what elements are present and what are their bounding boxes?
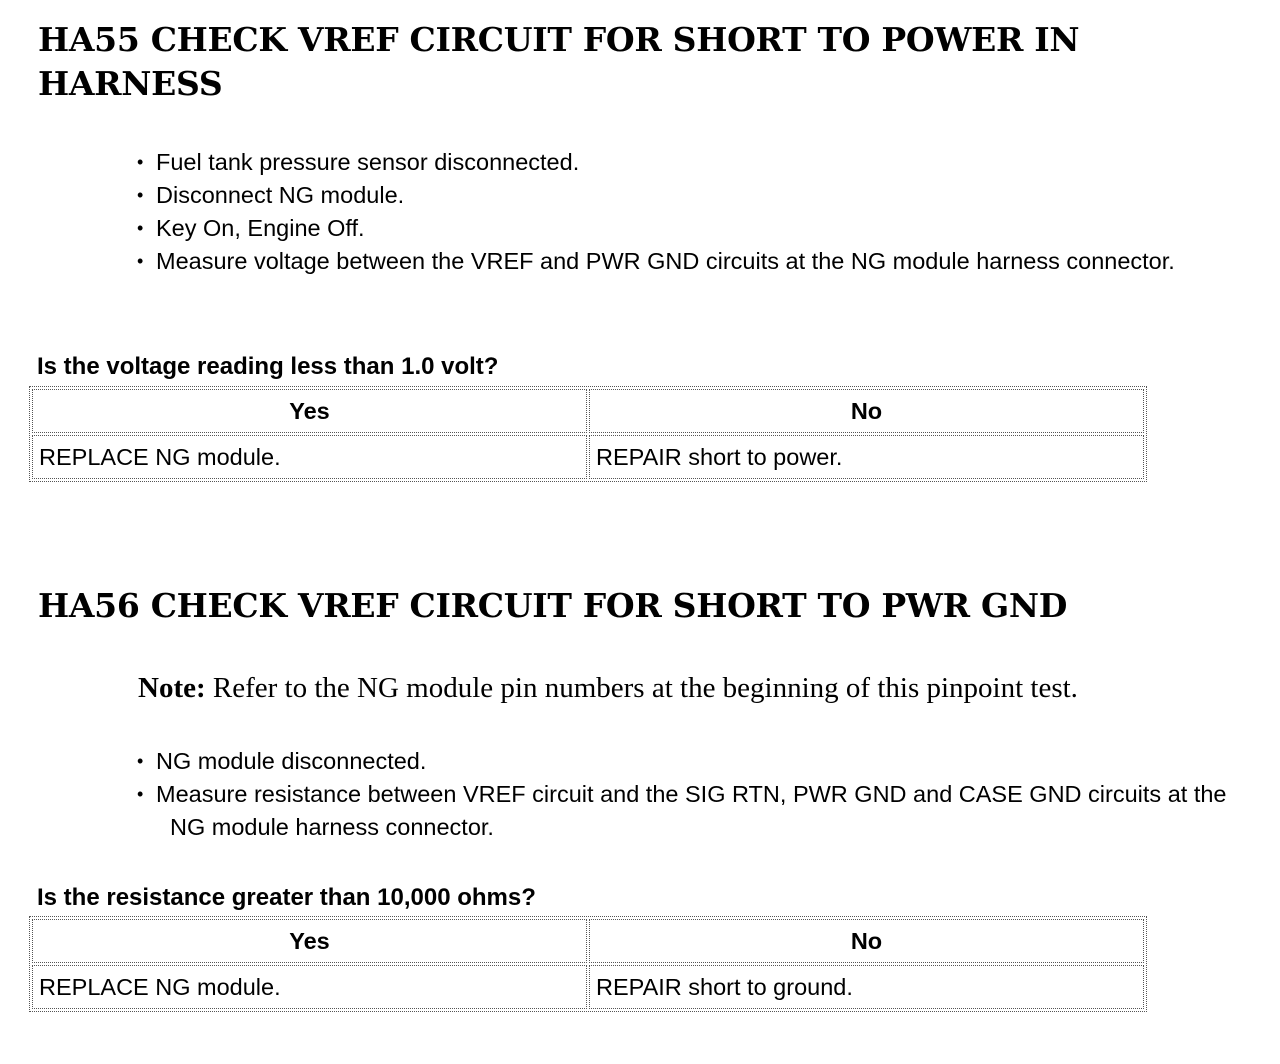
step-text: Disconnect NG module.	[156, 182, 405, 208]
no-header: No	[589, 919, 1144, 963]
section-1-steps	[118, 146, 1238, 278]
note-text: Refer to the NG module pin numbers at the beginning of this pinpoint test.	[205, 672, 1078, 704]
step-item	[137, 778, 1258, 844]
table-row	[32, 435, 1144, 479]
no-action: REPAIR short to power.	[589, 435, 1144, 479]
bullet-icon: •	[137, 218, 144, 238]
yes-action: REPLACE NG module.	[32, 435, 587, 479]
bullet-icon: •	[137, 751, 144, 771]
table-row	[32, 965, 1144, 1009]
step-item	[137, 146, 1238, 179]
step-item	[137, 745, 1258, 778]
section-2-note	[138, 668, 1078, 708]
step-text: Key On, Engine Off.	[156, 215, 365, 241]
table-header-row	[32, 919, 1144, 963]
section-1-question: Is the voltage reading less than 1.0 volt?	[37, 353, 499, 380]
bullet-icon: •	[137, 152, 144, 172]
yes-action: REPLACE NG module.	[32, 965, 587, 1009]
step-text: Measure resistance between VREF circuit and the SIG RTN, PWR GND and CASE GND circuits at the NG module harness connector.	[156, 781, 1227, 840]
note-label: Note:	[138, 672, 206, 704]
step-item	[137, 179, 1238, 212]
bullet-icon: •	[137, 784, 144, 804]
section-2-heading: HA56 CHECK VREF CIRCUIT FOR SHORT TO PWR GND	[38, 586, 1068, 625]
yes-header: Yes	[32, 389, 587, 433]
bullet-icon: •	[137, 251, 144, 271]
section-2-answer-table	[29, 916, 1147, 1012]
no-header: No	[589, 389, 1144, 433]
section-2-steps	[118, 745, 1258, 844]
no-action: REPAIR short to ground.	[589, 965, 1144, 1009]
yes-header: Yes	[32, 919, 587, 963]
section-1-heading: HA55 CHECK VREF CIRCUIT FOR SHORT TO POWER IN HARNESS	[38, 20, 1080, 103]
section-2-question: Is the resistance greater than 10,000 ohms?	[37, 884, 536, 911]
table-header-row	[32, 389, 1144, 433]
step-text: NG module disconnected.	[156, 748, 427, 774]
section-1-answer-table	[29, 386, 1147, 482]
step-text: Fuel tank pressure sensor disconnected.	[156, 149, 580, 175]
step-item	[137, 245, 1238, 278]
bullet-icon: •	[137, 185, 144, 205]
step-text: Measure voltage between the VREF and PWR GND circuits at the NG module harness connector.	[156, 248, 1175, 274]
step-item	[137, 212, 1238, 245]
